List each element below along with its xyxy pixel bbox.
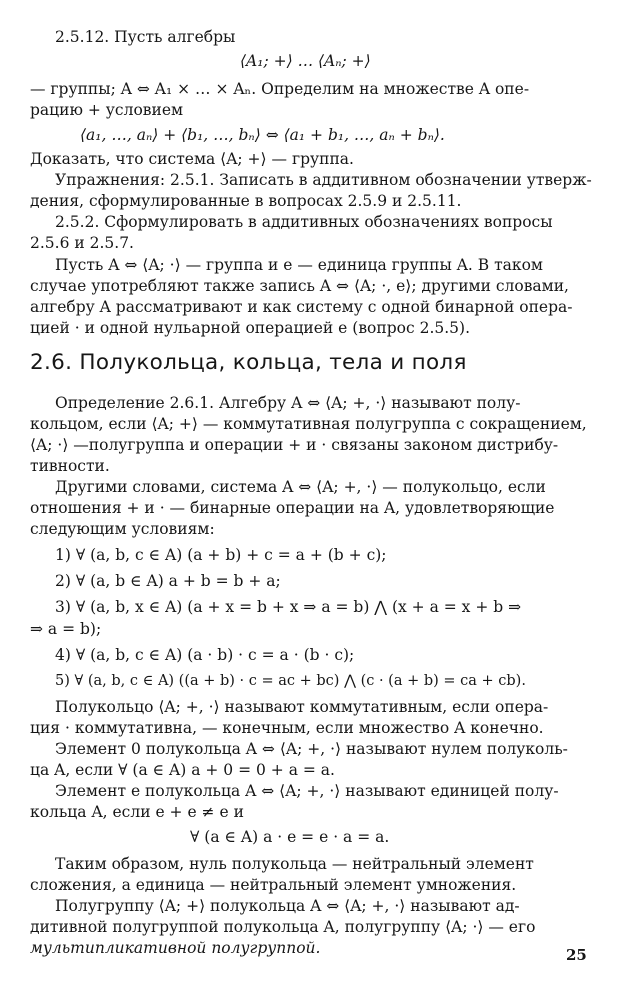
text-line: Полугруппу ⟨A; +⟩ полукольца A ⇔ ⟨A; +, ·⟩ называют ад- <box>55 897 520 915</box>
text-line: ца A, если ∀ (a ∈ A) a + 0 = 0 + a = a. <box>30 761 335 779</box>
text-line: ⟨A; ·⟩ —полугруппа и операции + и · связаны законом дистрибу- <box>30 436 559 454</box>
text-line: мультипликативной полугруппой. <box>30 939 321 957</box>
problem-2-5-12-title: 2.5.12. Пусть алгебры <box>55 28 236 46</box>
text-line: кольцом, если ⟨A; +⟩ — коммутативная полугруппа с сокращением, <box>30 415 587 433</box>
condition-3: 3) ∀ (a, b, x ∈ A) (a + x = b + x ⇒ a = b) ⋀ (x + a = x + b ⇒ <box>55 598 522 616</box>
condition-5: 5) ∀ (a, b, c ∈ A) ((a + b) · c = ac + bc) ⋀ (c · (a + b) = ca + cb). <box>55 673 526 689</box>
formula-algebras: ⟨A₁; +⟩ … ⟨Aₙ; +⟩ <box>240 52 371 70</box>
condition-2: 2) ∀ (a, b ∈ A) a + b = b + a; <box>55 572 281 590</box>
condition-1: 1) ∀ (a, b, c ∈ A) (a + b) + c = a + (b + c); <box>55 546 387 564</box>
text-line: рацию + условием <box>30 101 184 119</box>
text-line: алгебру A рассматривают и как систему с одной бинарной опера- <box>30 298 573 316</box>
text-line: ция · коммутативна, — конечным, если множество A конечно. <box>30 719 544 737</box>
condition-3-continued: ⇒ a = b); <box>30 620 102 638</box>
text-line: Полукольцо ⟨A; +, ·⟩ называют коммутативным, если опера- <box>55 698 549 716</box>
text-line: сложения, а единица — нейтральный элемент умножения. <box>30 876 517 894</box>
text-line: Доказать, что система ⟨A; +⟩ — группа. <box>30 150 354 168</box>
text-line: Пусть A ⇔ ⟨A; ·⟩ — группа и e — единица группы A. В таком <box>55 256 543 274</box>
text-line: цией · и одной нульарной операцией e (вопрос 2.5.5). <box>30 319 470 337</box>
formula-unit: ∀ (a ∈ A) a · e = e · a = a. <box>190 828 390 846</box>
text-line: — группы; A ⇔ A₁ × … × Aₙ. Определим на множестве A опе- <box>30 80 530 98</box>
text-line: 2.5.2. Сформулировать в аддитивных обозначениях вопросы <box>55 213 553 231</box>
text-line: Другими словами, система A ⇔ ⟨A; +, ·⟩ — полукольцо, если <box>55 478 546 496</box>
exercises-line: Упражнения: 2.5.1. Записать в аддитивном обозначении утверж- <box>55 171 592 189</box>
text-line <box>30 82 593 98</box>
text-line: Элемент 0 полукольца A ⇔ ⟨A; +, ·⟩ называют нулем полуколь- <box>55 740 568 758</box>
text-line: отношения + и · — бинарные операции на A, удовлетворяющие <box>30 499 555 517</box>
text-line: дения, сформулированные в вопросах 2.5.9 и 2.5.11. <box>30 192 462 210</box>
text-line: кольца A, если e + e ≠ e и <box>30 803 244 821</box>
definition-2-6-1: Определение 2.6.1. Алгебру A ⇔ ⟨A; +, ·⟩ называют полу- <box>55 394 521 412</box>
text-line: Таким образом, нуль полукольца — нейтральный элемент <box>55 855 534 873</box>
text-line: случае употребляют также запись A ⇔ ⟨A; ·, e⟩; другими словами, <box>30 277 569 295</box>
condition-4: 4) ∀ (a, b, c ∈ A) (a · b) · c = a · (b · c); <box>55 646 355 664</box>
text-line: следующим условиям: <box>30 520 215 538</box>
section-heading: 2.6. Полукольца, кольца, тела и поля <box>30 350 467 375</box>
formula-operation: ⟨a₁, …, aₙ⟩ + ⟨b₁, …, bₙ⟩ ⇔ ⟨a₁ + b₁, …, aₙ + bₙ⟩. <box>80 126 445 144</box>
text-line: тивности. <box>30 457 110 475</box>
text-line: Элемент e полукольца A ⇔ ⟨A; +, ·⟩ называют единицей полу- <box>55 782 559 800</box>
text-line: 2.5.6 и 2.5.7. <box>30 234 134 252</box>
page-number: 25 <box>566 946 587 964</box>
text-line: дитивной полугруппой полукольца A, полугруппу ⟨A; ·⟩ — его <box>30 918 536 936</box>
